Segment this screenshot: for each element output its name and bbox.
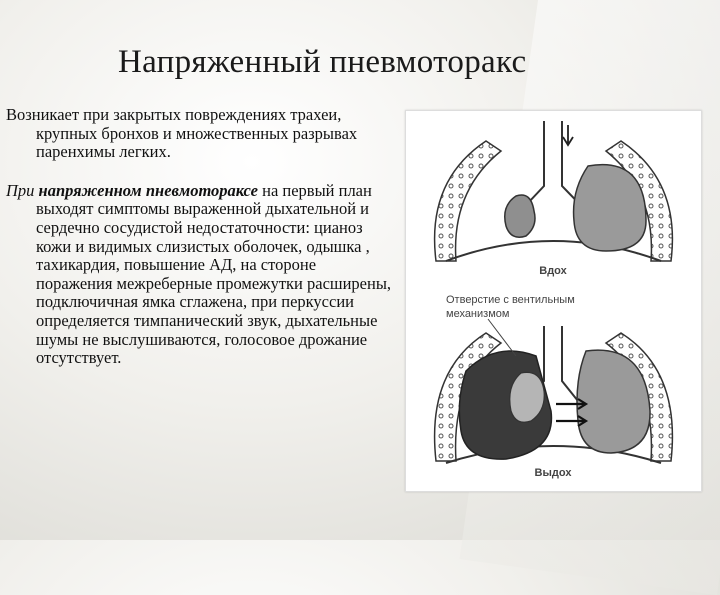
caption-line-2: механизмом bbox=[446, 308, 510, 320]
pneumothorax-illustration bbox=[406, 111, 701, 491]
symptoms-lead: При bbox=[6, 180, 39, 200]
caption-line-1: Отверстие с вентильным bbox=[446, 294, 575, 306]
slide-body bbox=[6, 106, 396, 368]
paragraph-symptoms bbox=[6, 182, 396, 368]
symptoms-term: напряженном пневмотораксе bbox=[38, 180, 258, 200]
paragraph-cause: Возникает при закрытых повреждениях трахеи, крупных бронхов и множественных разрывах паренхимы легких. bbox=[6, 105, 358, 162]
symptoms-text: на первый план выходят симптомы выраженной дыхательной и сердечно сосудистой недостаточности: цианоз кожи и видимых слизистых оболочек, одышка , тахикардия, повышение АД, на стороне поражения межреберные промежутки расширены, подключичная ямка сглажена, при перкуссии определяется тимпанический звук, дыхательные шумы не выслушиваются, голосовое дрожание отсутствует. bbox=[36, 180, 392, 368]
thorax-exhale bbox=[435, 319, 673, 463]
label-exhale: Выдох bbox=[534, 467, 572, 479]
pneumothorax-diagram bbox=[405, 110, 702, 492]
slide-title: Напряженный пневмоторакс bbox=[118, 44, 527, 80]
thorax-inhale bbox=[435, 121, 673, 261]
label-inhale: Вдох bbox=[539, 265, 567, 277]
